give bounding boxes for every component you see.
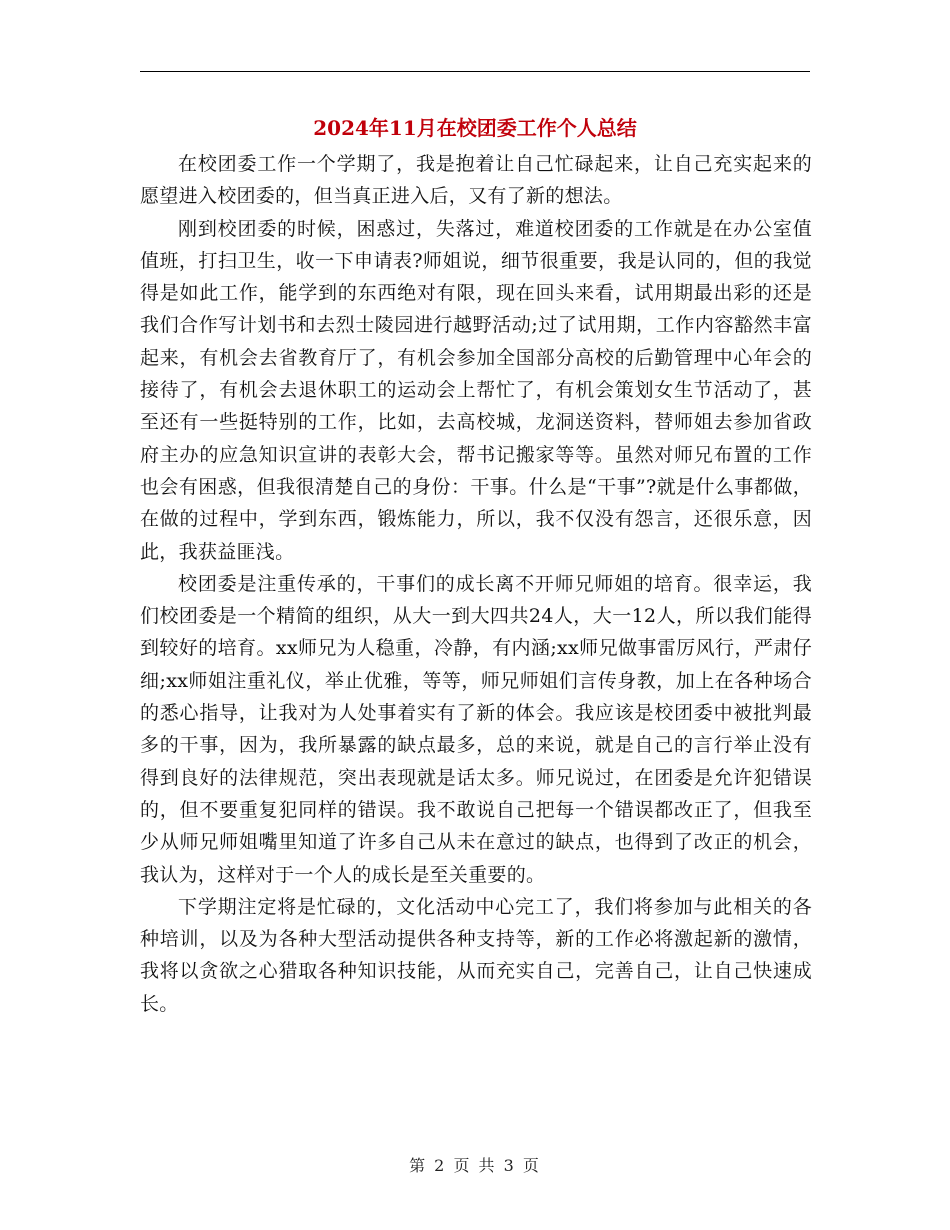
paragraph-4: 下学期注定将是忙碌的，文化活动中心完工了，我们将参加与此相关的各种培训，以及为各种大型活动提供各种支持等，新的工作必将激起新的激情，我将以贪欲之心猎取各种知识技能，从而充实自己，完善自己，让自己快速成长。 [140, 895, 812, 1015]
header-rule [140, 71, 810, 72]
document-body [140, 148, 812, 1020]
paragraph-1: 在校团委工作一个学期了，我是抱着让自己忙碌起来，让自己充实起来的愿望进入校团委的，但当真正进入后，又有了新的想法。 [140, 153, 812, 208]
paragraph-2: 刚到校团委的时候，困惑过，失落过，难道校团委的工作就是在办公室值值班，打扫卫生，收一下申请表?师姐说，细节很重要，我是认同的，但的我觉得是如此工作，能学到的东西绝对有限，现在回头来看，试用期最出彩的还是我们合作写计划书和去烈士陵园进行越野活动;过了试用期，工作内容豁然丰富起来，有机会去省教育厅了，有机会参加全国部分高校的后勤管理中心年会的接待了，有机会去退休职工的运动会上帮忙了，有机会策划女生节活动了，甚至还有一些挺特别的工作，比如，去高校城，龙洞送资料，替师姐去参加省政府主办的应急知识宣讲的表彰大会，帮书记搬家等等。虽然对师兄布置的工作也会有困惑，但我很清楚自己的身份：干事。什么是“干事”?就是什么事都做，在做的过程中，学到东西，锻炼能力，所以，我不仅没有怨言，还很乐意，因此，我获益匪浅。 [140, 217, 812, 563]
page-number-footer: 第 2 页 共 3 页 [409, 1156, 541, 1175]
paragraph-3: 校团委是注重传承的，干事们的成长离不开师兄师姐的培育。很幸运，我们校团委是一个精简的组织，从大一到大四共24人，大一12人，所以我们能得到较好的培育。xx师兄为人稳重，冷静，有内涵;xx师兄做事雷厉风行，严肃仔细;xx师姐注重礼仪，举止优雅，等等，师兄师姐们言传身教，加上在各种场合的悉心指导，让我对为人处事着实有了新的体会。我应该是校团委中被批判最多的干事，因为，我所暴露的缺点最多，总的来说，就是自己的言行举止没有得到良好的法律规范，突出表现就是话太多。师兄说过，在团委是允许犯错误的，但不要重复犯同样的错误。我不敢说自己把每一个错误都改正了，但我至少从师兄师姐嘴里知道了许多自己从未在意过的缺点，也得到了改正的机会，我认为，这样对于一个人的成长是至关重要的。 [140, 572, 812, 886]
document-title: 2024年11月在校团委工作个人总结 [313, 116, 637, 140]
